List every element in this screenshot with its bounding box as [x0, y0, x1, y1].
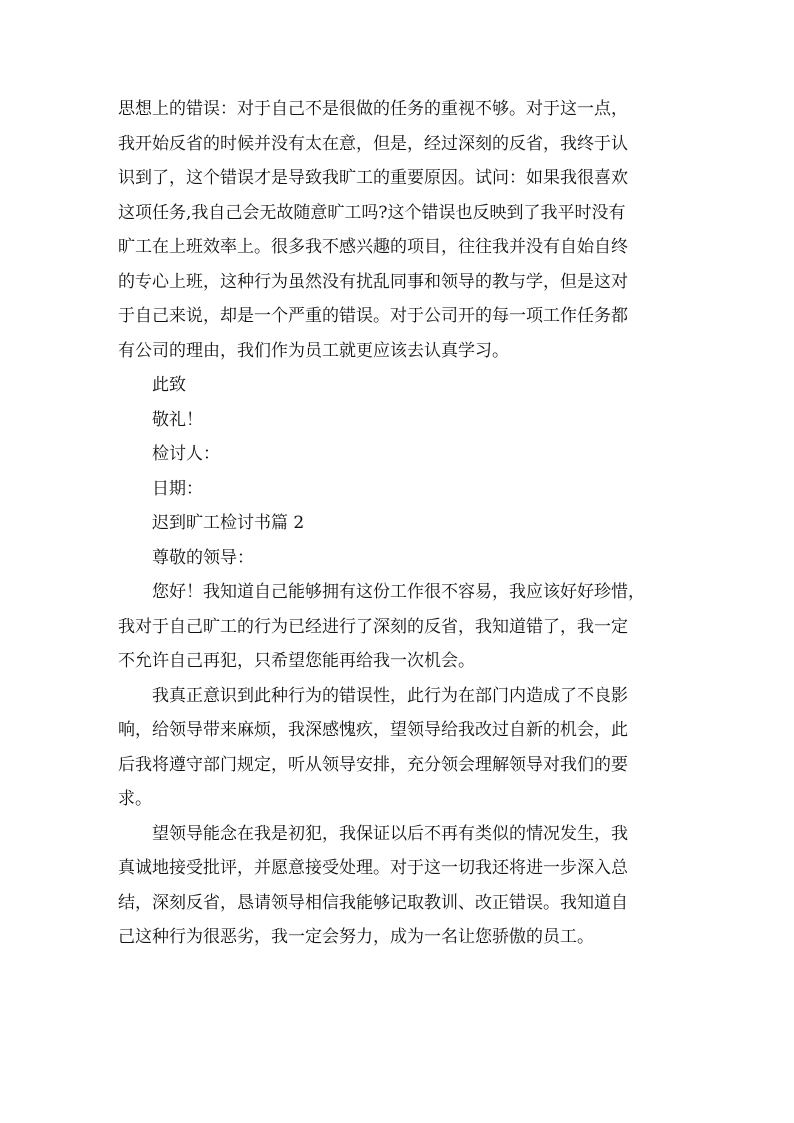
- text-line: 旷工在上班效率上。很多我不感兴趣的项目，往往我并没有自始自终: [118, 237, 628, 257]
- text-line: 后我将遵守部门规定，听从领导安排，充分领会理解领导对我们的要: [118, 754, 628, 775]
- text-line: 我对于自己旷工的行为已经进行了深刻的反省，我知道错了，我一定: [118, 616, 628, 637]
- text-line: 思想上的错误：对于自己不是很做的任务的重视不够。对于这一点，: [118, 99, 628, 119]
- document-body: [118, 92, 684, 955]
- text-line: 此致: [152, 375, 186, 395]
- text-line: 求。: [118, 789, 152, 809]
- text-line: 我真正意识到此种行为的错误性，此行为在部门内造成了不良影: [152, 685, 628, 706]
- text-line: 日期：: [152, 478, 203, 499]
- text-line: 迟到旷工检讨书篇 2: [152, 513, 305, 533]
- text-line: 尊敬的领导：: [152, 547, 254, 568]
- text-line: 响，给领导带来麻烦，我深感愧疚，望领导给我改过自新的机会，此: [118, 720, 628, 740]
- text-line: 您好！我知道自己能够拥有这份工作很不容易，我应该好好珍惜，: [152, 582, 645, 602]
- text-line: 识到了，这个错误才是导致我旷工的重要原因。试问：如果我很喜欢: [118, 168, 628, 188]
- text-line: 真诚地接受批评，并愿意接受处理。对于这一切我还将进一步深入总: [118, 858, 628, 878]
- text-line: 己这种行为很恶劣，我一定会努力，成为一名让您骄傲的员工。: [118, 927, 594, 947]
- text-line: 检讨人：: [152, 444, 220, 464]
- text-line: 这项任务,我自己会无故随意旷工吗?这个错误也反映到了我平时没有: [118, 202, 626, 223]
- text-line: 结，深刻反省，恳请领导相信我能够记取教训、改正错误。我知道自: [118, 892, 628, 913]
- text-line: 的专心上班，这种行为虽然没有扰乱同事和领导的教与学，但是这对: [118, 271, 628, 292]
- text-line: 不允许自己再犯，只希望您能再给我一次机会。: [118, 651, 475, 671]
- text-line: 敬礼！: [152, 409, 203, 430]
- text-line: 于自己来说，却是一个严重的错误。对于公司开的每一项工作任务都: [118, 306, 628, 326]
- text-line: 望领导能念在我是初犯，我保证以后不再有类似的情况发生，我: [152, 823, 628, 844]
- text-line: 有公司的理由，我们作为员工就更应该去认真学习。: [118, 340, 509, 361]
- text-line: 我开始反省的时候并没有太在意，但是，经过深刻的反省，我终于认: [118, 133, 628, 154]
